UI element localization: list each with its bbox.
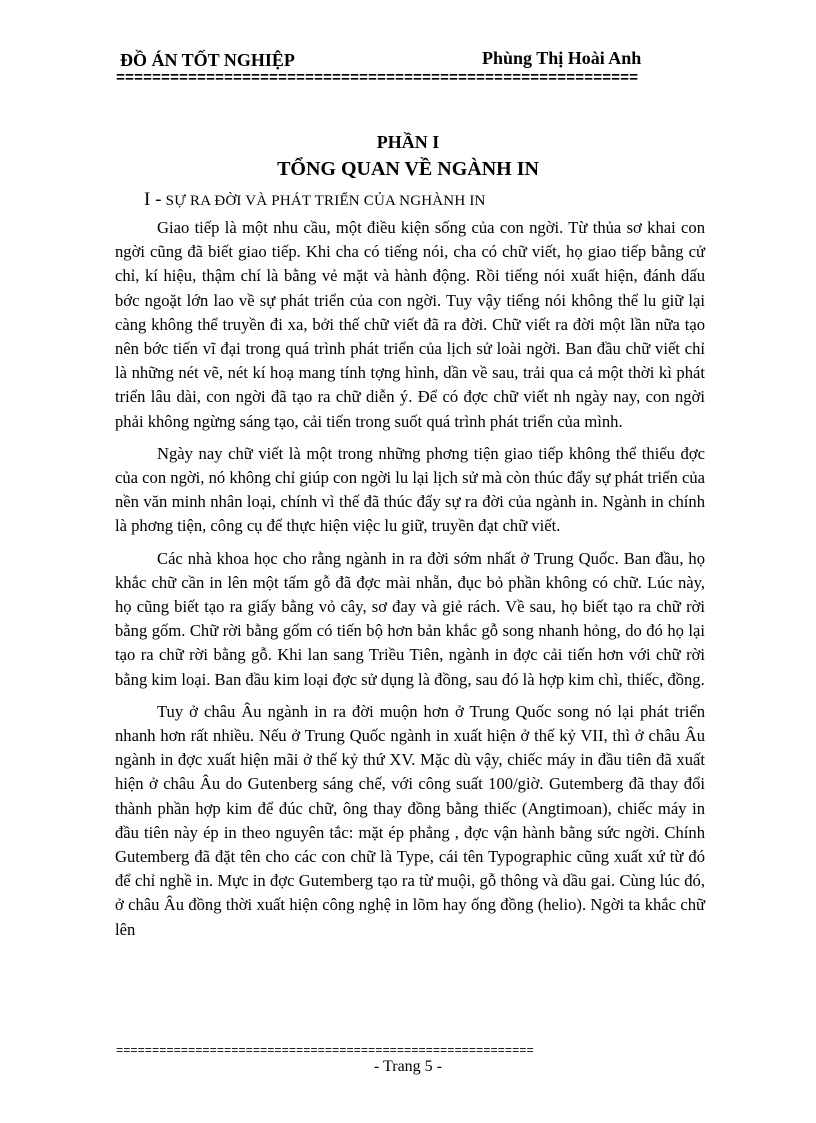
footer-rule: ========================================================== <box>116 1044 534 1058</box>
page-number: - Trang 5 - <box>373 1058 442 1075</box>
paragraph: Ngày nay chữ viết là một trong những phơng tiện giao tiếp không thể thiếu đợc của con ngời, nó không chỉ giúp con ngời lu lại lịch sử mà còn thúc đẩy sự phát triển của nền văn minh nhân loại, chính vì thế đã thúc đẩy sự ra đời của ngành in. Ngành in chính là phơng tiện, công cụ để thực hiện việc lu giữ, truyền đạt chữ viết. <box>115 443 705 536</box>
section-number: I - <box>144 189 162 210</box>
part-label: PHẦN I <box>376 132 440 152</box>
section-title: SỰ RA ĐỜI VÀ PHÁT TRIỂN CỦA NGHÀNH IN <box>165 193 486 209</box>
paragraph: Các nhà khoa học cho rằng ngành in ra đời sớm nhất ở Trung Quốc. Ban đầu, họ khắc chữ cần in lên một tấm gỗ đã đợc mài nhẵn, đục bỏ phần không có chữ. Lúc này, họ cũng biết tạo ra giấy bằng vỏ cây, sơ đay và giẻ rách. Về sau, họ biết tạo ra chữ rời bằng gốm. Chữ rời bằng gốm có tiến bộ hơn bản khắc gỗ song nhanh hỏng, do đó họ lại tạo ra chữ rời bằng gỗ. Khi lan sang Triều Tiên, ngành in đợc cải tiến hơn với chữ rời bằng kim loại. Ban đầu kim loại đợc sử dụng là đồng, sau đó là hợp kim chì, thiếc, đồng. <box>115 548 705 689</box>
chapter-title: TỔNG QUAN VỀ NGÀNH IN <box>277 158 539 180</box>
header-author-name: Phùng Thị Hoài Anh <box>482 48 642 68</box>
header-rule: ========================================================== <box>116 70 639 87</box>
body-text <box>115 216 705 950</box>
paragraph: Giao tiếp là một nhu cầu, một điều kiện sống của con ngời. Từ thủa sơ khai con ngời cũng đã biết giao tiếp. Khi cha có tiếng nói, cha có chữ viết, họ giao tiếp bằng cử chỉ, kí hiệu, thậm chí là bằng vẻ mặt và hành động. Rồi tiếng nói xuất hiện, đánh dấu bớc ngoặt lớn lao về sự phát triển của con ngời. Tuy vậy tiếng nói không thể lu giữ lại càng không thể truyền đi xa, bởi thế chữ viết đã ra đời. Chữ viết ra đời một lần nữa tạo nên bớc tiến vĩ đại trong quá trình phát triển của lịch sử loài ngời. Ban đầu chữ viết chỉ là những nét vẽ, nét kí hoạ mang tính tợng hình, dần về sau, trải qua cả một thời kì phát triển lâu dài, con ngời đã tạo ra chữ diễn ý. Để có đợc chữ viết nh ngày nay, con ngời phải không ngừng sáng tạo, cải tiến trong suốt quá trình phát triển của mình. <box>115 218 705 431</box>
header-project-title: ĐỒ ÁN TỐT NGHIỆP <box>120 50 295 70</box>
section-heading <box>144 189 486 211</box>
paragraph: Tuy ở châu Âu ngành in ra đời muộn hơn ở Trung Quốc song nó lại phát triển nhanh hơn rất nhiều. Nếu ở Trung Quốc ngành in xuất hiện ở thế kỷ VII, thì ở châu Âu ngành in đợc xuất hiện mãi ở thế kỷ thứ XV. Mặc dù vậy, chiếc máy in đầu tiên đã xuất hiện ở châu Âu do Gutenberg sáng chế, với công suất 100/giờ. Gutemberg đã thay đổi thành phần hợp kim để đúc chữ, ông thay đồng bằng thiếc (Angtimoan), chiếc máy in đầu tiên này ép in theo nguyên tắc: mặt ép phẳng , đợc vận hành bằng sức ngời. Chính Gutemberg đã đặt tên cho các con chữ là Type, cái tên Typographic cũng xuất xứ từ đó để chỉ nghề in. Mực in đợc Gutemberg tạo ra từ muội, gỗ thông và dầu gai. Cùng lúc đó, ở châu Âu đồng thời xuất hiện công nghệ in lõm hay ống đồng (helio). Ngời ta khắc chữ lên <box>115 701 705 939</box>
